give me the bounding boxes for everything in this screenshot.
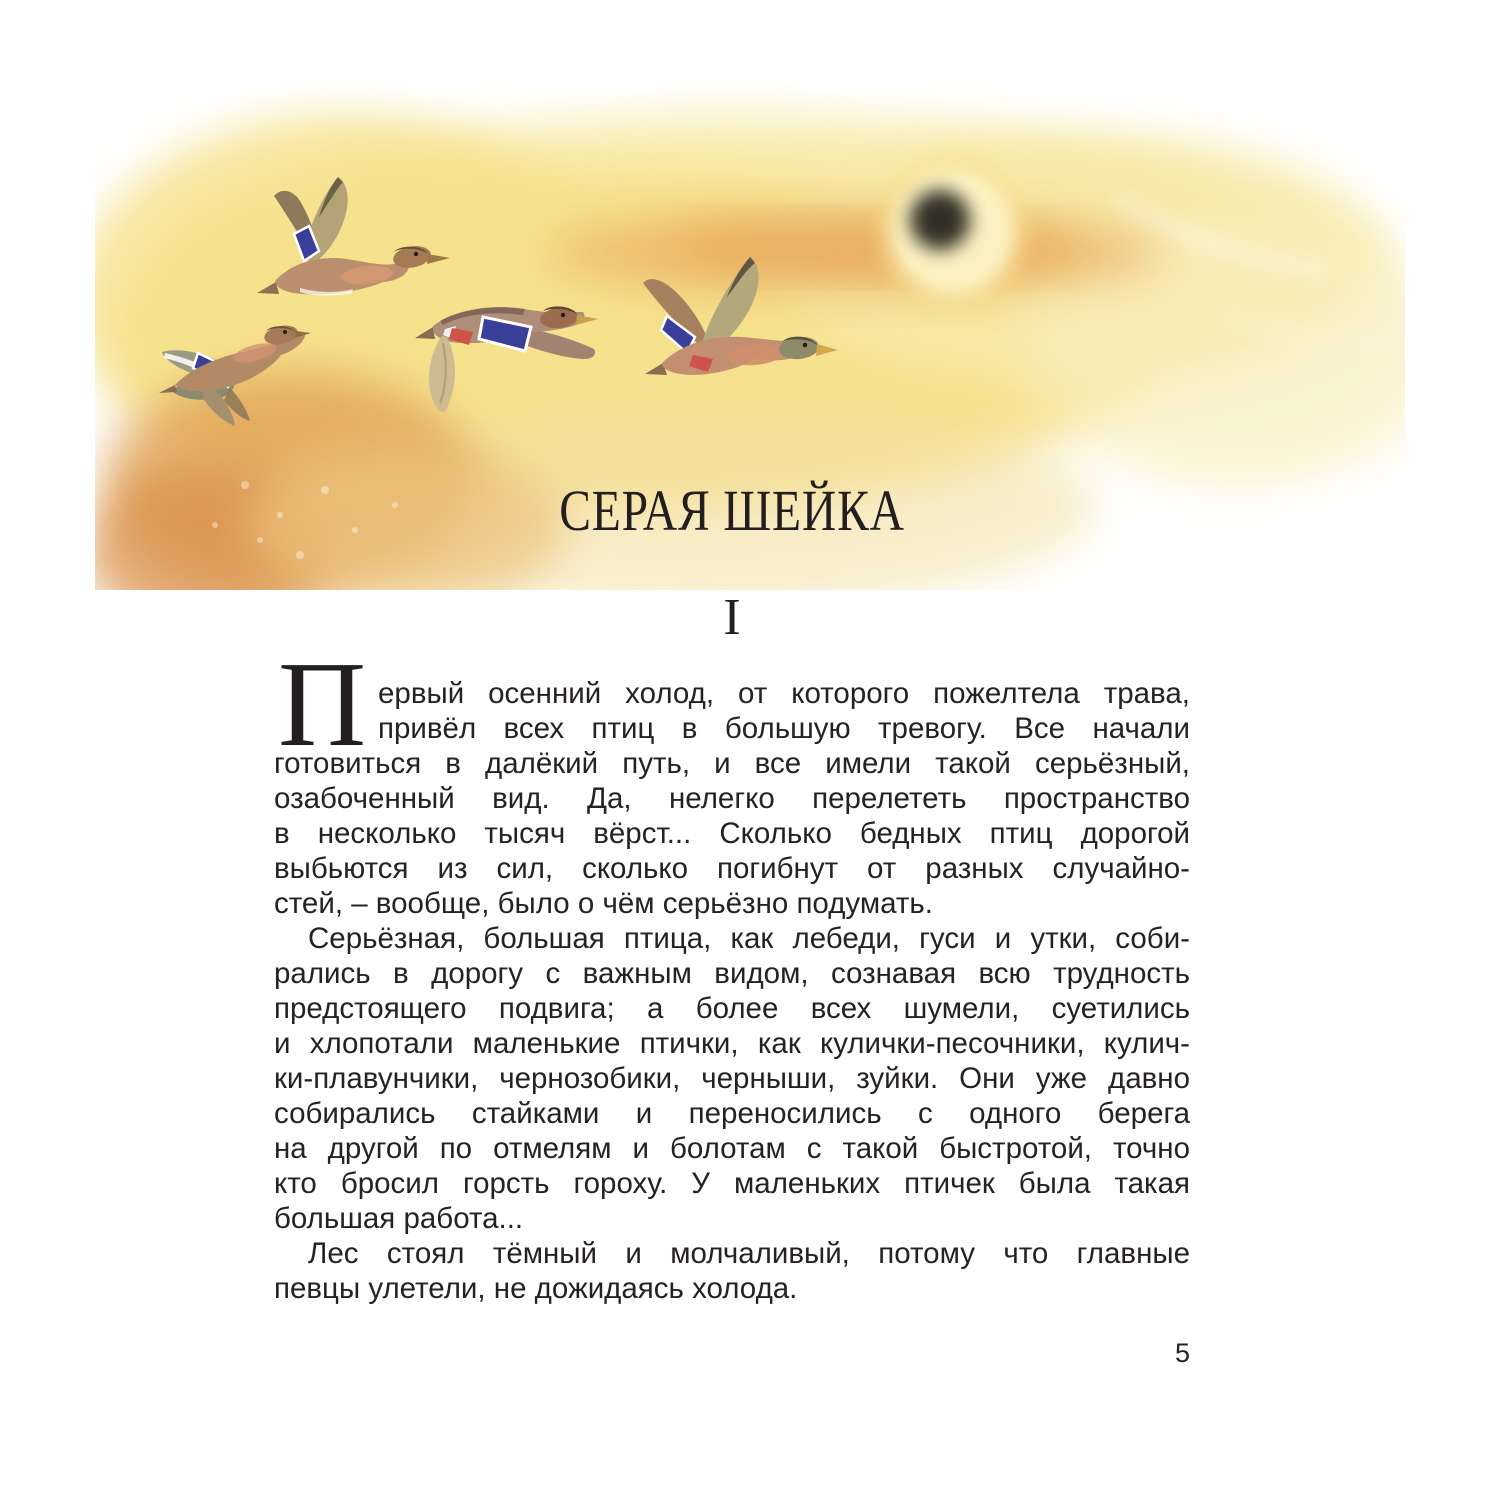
duck-1-eye (414, 252, 418, 256)
text-line: на другой по отмелям и болотам с такой быстротой, точно (274, 1132, 1190, 1165)
paragraph-2 (274, 921, 1190, 1236)
text-line: ервый осенний холод, от которого пожелтела трава, (378, 677, 1190, 710)
text-line: готовиться в далёкий путь, и все имели такой серьёзный, (274, 747, 1190, 780)
chapter-number: I (723, 589, 741, 646)
text-line: стей, – вообще, было о чём серьёзно подумать. (274, 887, 933, 920)
text-line: рались в дорогу с важным видом, сознавая всю трудность (274, 957, 1190, 990)
text-line: ки-плавунчики, чернозобики, черныши, зуйки. Они уже давно (274, 1062, 1190, 1095)
page-number: 5 (1174, 1338, 1190, 1368)
sun (883, 163, 1023, 303)
text-line: выбьются из сил, сколько погибнут от разных случайно- (274, 852, 1190, 885)
text-line: Серьёзная, большая птица, как лебеди, гуси и утки, соби- (308, 922, 1190, 955)
body-text (274, 637, 1190, 1306)
text-line: и хлопотали маленькие птички, как кулички-песочники, кулич- (274, 1027, 1190, 1060)
text-line: в несколько тысяч вёрст... Сколько бедных птиц дорогой (274, 817, 1190, 850)
text-line: привёл всех птиц в большую тревогу. Все начали (378, 712, 1190, 745)
text-line: собирались стайками и переносились с одного берега (274, 1097, 1190, 1130)
text-line: певцы улетели, не дожидаясь холода. (274, 1272, 798, 1305)
text-line: озабоченный вид. Да, нелегко перелететь пространство (274, 782, 1190, 815)
story-title: СЕРАЯ ШЕЙКА (559, 478, 905, 543)
duck-3-eye (561, 313, 565, 317)
drop-cap: П (278, 637, 367, 772)
paragraph-1 (274, 637, 1190, 921)
text-line: Лес стоял тёмный и молчаливый, потому что главные (308, 1237, 1190, 1270)
text-line: кто бросил горсть гороху. У маленьких птичек была такая (274, 1167, 1190, 1200)
paragraph-3 (274, 1236, 1190, 1306)
text-line: предстоящего подвига; а более всех шумели, суетились (274, 992, 1190, 1025)
text-line: большая работа... (274, 1202, 524, 1235)
duck-4-eye (803, 343, 807, 347)
duck-2-eye (283, 330, 287, 334)
